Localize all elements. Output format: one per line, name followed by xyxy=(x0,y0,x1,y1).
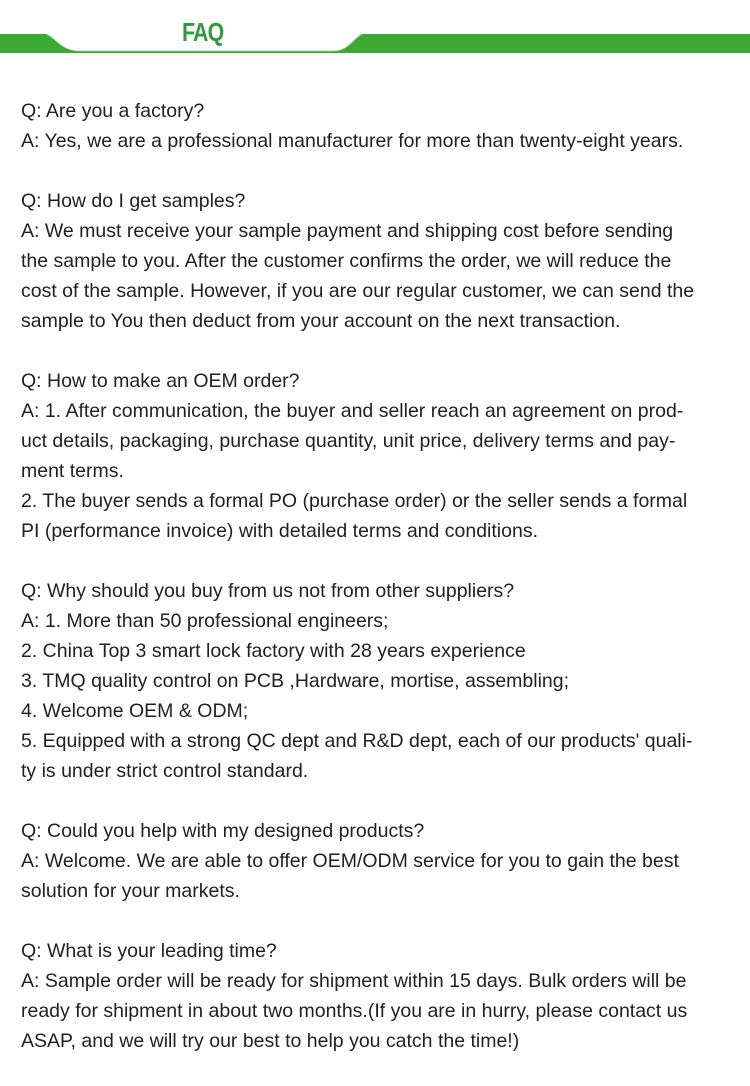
faq-item xyxy=(21,576,733,786)
faq-question: Q: Why should you buy from us not from other suppliers? xyxy=(21,580,515,602)
faq-answer-line: ment terms. xyxy=(21,460,124,482)
faq-item xyxy=(21,936,733,1056)
faq-answer-line: 4. Welcome OEM & ODM; xyxy=(21,700,249,722)
faq-title: FAQ xyxy=(182,17,224,47)
header-band xyxy=(0,0,750,60)
faq-answer-line: ready for shipment in about two months.(If you are in hurry, please contact us xyxy=(21,1000,688,1022)
faq-question: Q: Could you help with my designed products? xyxy=(21,820,425,842)
faq-answer-line: PI (performance invoice) with detailed terms and conditions. xyxy=(21,520,538,542)
faq-answer-line: sample to You then deduct from your account on the next transaction. xyxy=(21,310,621,332)
header-band-shape xyxy=(0,34,750,53)
faq-header xyxy=(0,0,750,60)
faq-question: Q: Are you a factory? xyxy=(21,100,205,122)
faq-item xyxy=(21,366,733,546)
faq-answer-line: 2. China Top 3 smart lock factory with 28 years experience xyxy=(21,640,526,662)
faq-item xyxy=(21,816,733,906)
faq-answer-line: uct details, packaging, purchase quantity, unit price, delivery terms and pay- xyxy=(21,430,676,452)
faq-answer-line: 2. The buyer sends a formal PO (purchase order) or the seller sends a formal xyxy=(21,490,688,512)
faq-answer-line: the sample to you. After the customer confirms the order, we will reduce the xyxy=(21,250,672,272)
faq-question: Q: How to make an OEM order? xyxy=(21,370,300,392)
faq-answer-line: ASAP, and we will try our best to help you catch the time!) xyxy=(21,1030,520,1052)
faq-content xyxy=(21,96,733,1086)
faq-item xyxy=(21,186,733,336)
faq-question: Q: How do I get samples? xyxy=(21,190,246,212)
faq-answer-line: A: 1. More than 50 professional engineers; xyxy=(21,610,389,632)
faq-answer-line: ty is under strict control standard. xyxy=(21,760,309,782)
faq-item xyxy=(21,96,733,156)
faq-answer-line: A: Sample order will be ready for shipment within 15 days. Bulk orders will be xyxy=(21,970,687,992)
faq-answer-line: A: Yes, we are a professional manufacturer for more than twenty-eight years. xyxy=(21,130,684,152)
faq-answer-line: solution for your markets. xyxy=(21,880,240,902)
faq-answer-line: 5. Equipped with a strong QC dept and R&D dept, each of our products' quali- xyxy=(21,730,693,752)
faq-answer-line: cost of the sample. However, if you are our regular customer, we can send the xyxy=(21,280,695,302)
faq-answer-line: A: Welcome. We are able to offer OEM/ODM service for you to gain the best xyxy=(21,850,679,872)
faq-answer-line: 3. TMQ quality control on PCB ,Hardware, mortise, assembling; xyxy=(21,670,570,692)
faq-answer-line: A: We must receive your sample payment and shipping cost before sending xyxy=(21,220,674,242)
faq-question: Q: What is your leading time? xyxy=(21,940,277,962)
faq-answer-line: A: 1. After communication, the buyer and seller reach an agreement on prod- xyxy=(21,400,684,422)
